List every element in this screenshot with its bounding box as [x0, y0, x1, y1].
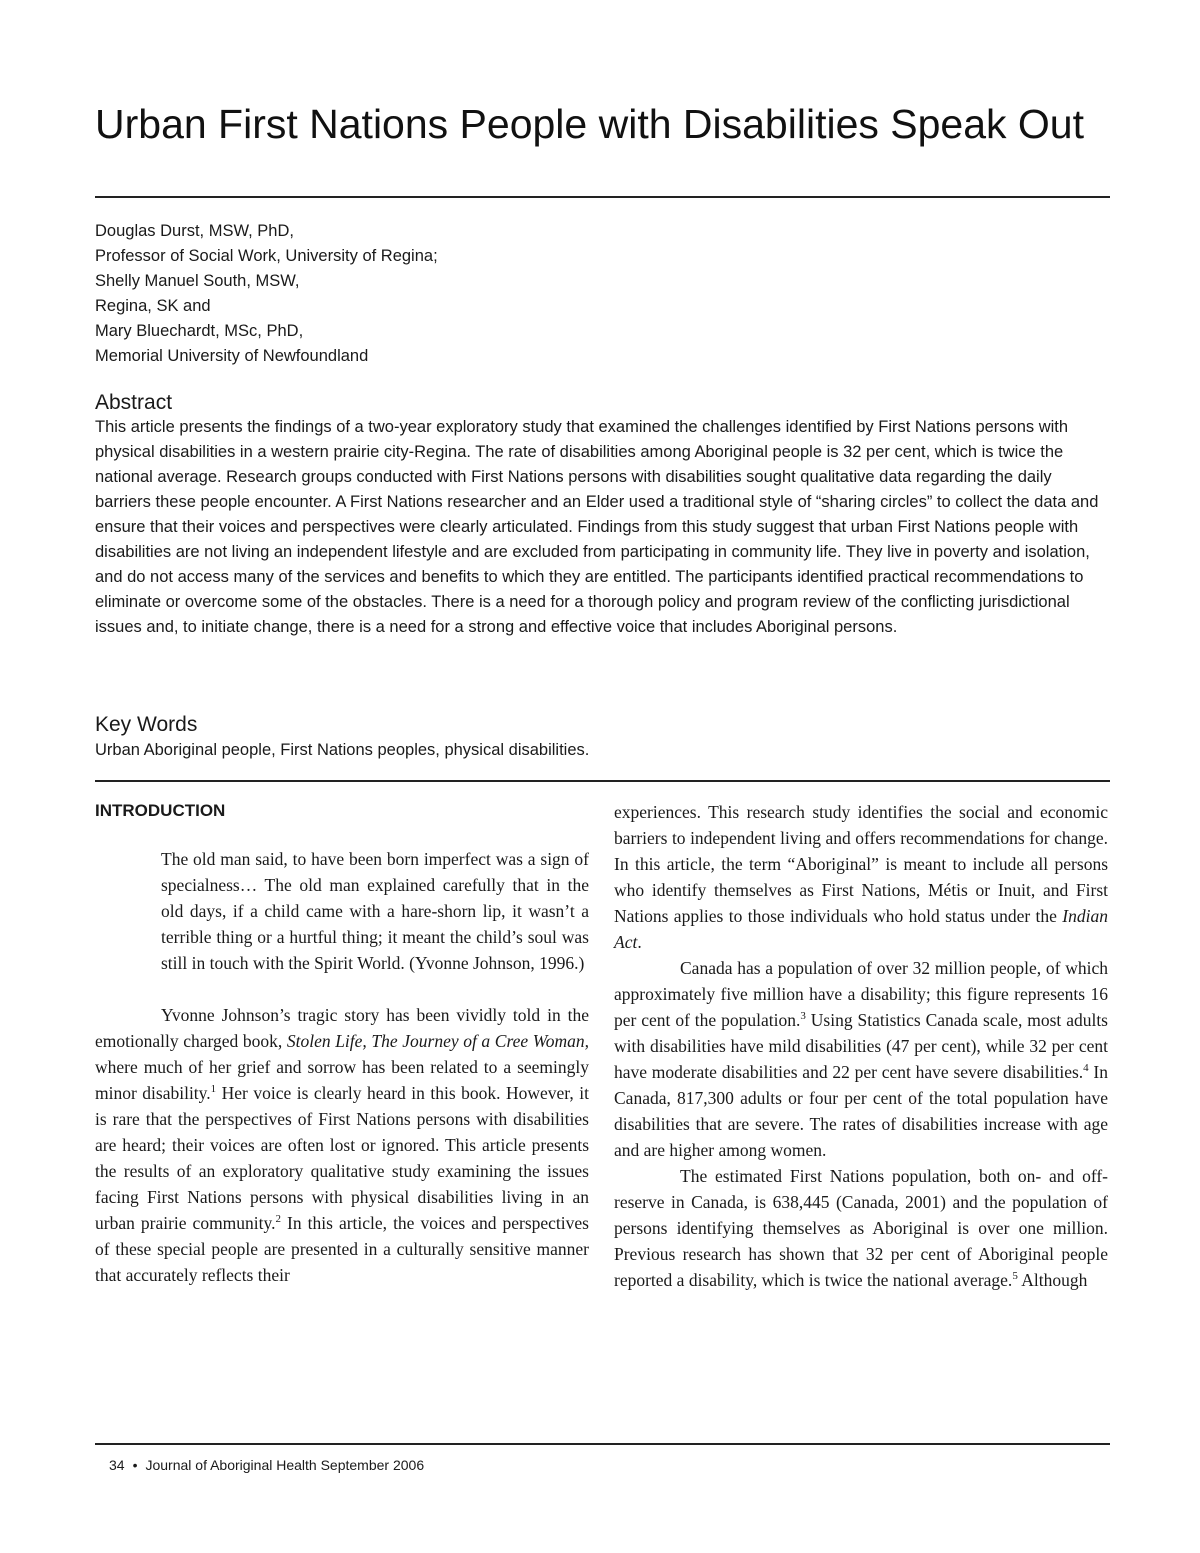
- footer-separator: •: [132, 1457, 138, 1473]
- left-column: [95, 798, 589, 1288]
- title-divider: [95, 196, 1110, 198]
- text-run: where much of her grief and sorrow has been related to a seemingly minor disability.: [95, 1057, 589, 1103]
- text-run: Using Statistics Canada scale, most adults with disabilities have mild disabilities (47 per cent), while 32 per cent have moderate disabilities and 22 per cent have severe disabilities.: [614, 1010, 1108, 1082]
- keywords-divider: [95, 780, 1110, 782]
- intro-paragraph-1-continued: [614, 799, 1108, 955]
- keywords-text: Urban Aboriginal people, First Nations peoples, physical disabilities.: [95, 741, 590, 759]
- text-run: Her voice is clearly heard in this book. However, it is rare that the perspectives of First Nations persons with disabilities are heard; their voices are often lost or ignored. This article presents the results of an exploratory qualitative study examining the issues facing First Nations persons with physical disabilities living in an urban prairie community.: [95, 1083, 589, 1233]
- author-line: Memorial University of Newfoundland: [95, 347, 369, 365]
- page-number: 34: [109, 1457, 125, 1473]
- footnote-ref: 2: [275, 1213, 282, 1226]
- footnote-ref: 3: [800, 1010, 806, 1023]
- footnote-ref: 4: [1083, 1062, 1089, 1075]
- text-run: The estimated First Nations population, both on- and off-reserve in Canada, is 638,445 (Canada, 2001) and the population of persons identifying themselves as Aboriginal is over one million. Previous research has shown that 32 per cent of Aboriginal people reported a disability, which is twice the national average.: [614, 1166, 1108, 1290]
- keywords-heading: Key Words: [95, 713, 198, 736]
- footnote-ref: 1: [210, 1083, 217, 1096]
- author-line: Shelly Manuel South, MSW,: [95, 272, 300, 290]
- text-run: In Canada, 817,300 adults or four per cent of the total population have disabilities that are severe. The rates of disabilities increase with age and are higher among women.: [614, 1062, 1109, 1160]
- author-line: Mary Bluechardt, MSc, PhD,: [95, 322, 304, 340]
- journal-name: Journal of Aboriginal Health September 2006: [145, 1457, 425, 1473]
- text-run: experiences. This research study identifies the social and economic barriers to independent living and offers recommendations for change. In this article, the term “Aboriginal” is meant to include all persons who identify themselves as First Nations, Métis or Inuit, and First Nations applies to those individuals who hold status under the: [614, 802, 1108, 926]
- intro-paragraph-3: [614, 1163, 1108, 1293]
- author-list: [95, 219, 1110, 369]
- text-run: In this article, the voices and perspectives of these special people are presented in a culturally sensitive manner that accurately reflects their: [95, 1213, 589, 1285]
- abstract-heading: Abstract: [95, 391, 173, 414]
- epigraph-quote: The old man said, to have been born imperfect was a sign of specialness… The old man explained carefully that in the old days, if a child came with a hare-shorn lip, it wasn’t a terrible thing or a hurtful thing; it meant the child’s soul was still in touch with the Spirit World. (Yvonne Johnson, 1996.): [161, 849, 589, 973]
- act-title: Indian Act: [614, 906, 1108, 952]
- author-line: Regina, SK and: [95, 297, 211, 315]
- text-run: Although: [1017, 1270, 1088, 1290]
- page-footer: [109, 1455, 424, 1475]
- intro-paragraph-2: [614, 955, 1108, 1163]
- author-line: Professor of Social Work, University of Regina;: [95, 247, 438, 265]
- intro-paragraph-1: [95, 1002, 589, 1288]
- text-run: Yvonne Johnson’s tragic story has been vividly told in the emotionally charged book,: [95, 1005, 589, 1051]
- introduction-heading: INTRODUCTION: [95, 801, 226, 820]
- text-run: Canada has a population of over 32 million people, of which approximately five million have a disability; this figure represents 16 per cent of the population.: [614, 958, 1108, 1030]
- footnote-ref: 5: [1012, 1270, 1018, 1283]
- book-title: Stolen Life, The Journey of a Cree Woman,: [286, 1031, 589, 1051]
- article-title: Urban First Nations People with Disabilities Speak Out: [95, 101, 1084, 147]
- footer-divider: [95, 1443, 1110, 1445]
- author-line: Douglas Durst, MSW, PhD,: [95, 222, 294, 240]
- right-column: [614, 799, 1108, 1293]
- text-run: .: [637, 932, 642, 952]
- abstract-text: This article presents the findings of a two-year exploratory study that examined the challenges identified by First Nations persons with physical disabilities in a western prairie city-Regina. The rate of disabilities among Aboriginal people is 32 per cent, which is twice the national average. Research groups conducted with First Nations persons with disabilities sought qualitative data regarding the daily barriers these people encounter. A First Nations researcher and an Elder used a traditional style of “sharing circles” to collect the data and ensure that their voices and perspectives were clearly articulated. Findings from this study suggest that urban First Nations people with disabilities are not living an independent lifestyle and are excluded from participating in community life. They live in poverty and isolation, and do not access many of the services and benefits to which they are entitled. The participants identified practical recommendations to eliminate or overcome some of the obstacles. There is a need for a thorough policy and program review of the conflicting jurisdictional issues and, to initiate change, there is a need for a strong and effective voice that includes Aboriginal persons.: [95, 418, 1099, 636]
